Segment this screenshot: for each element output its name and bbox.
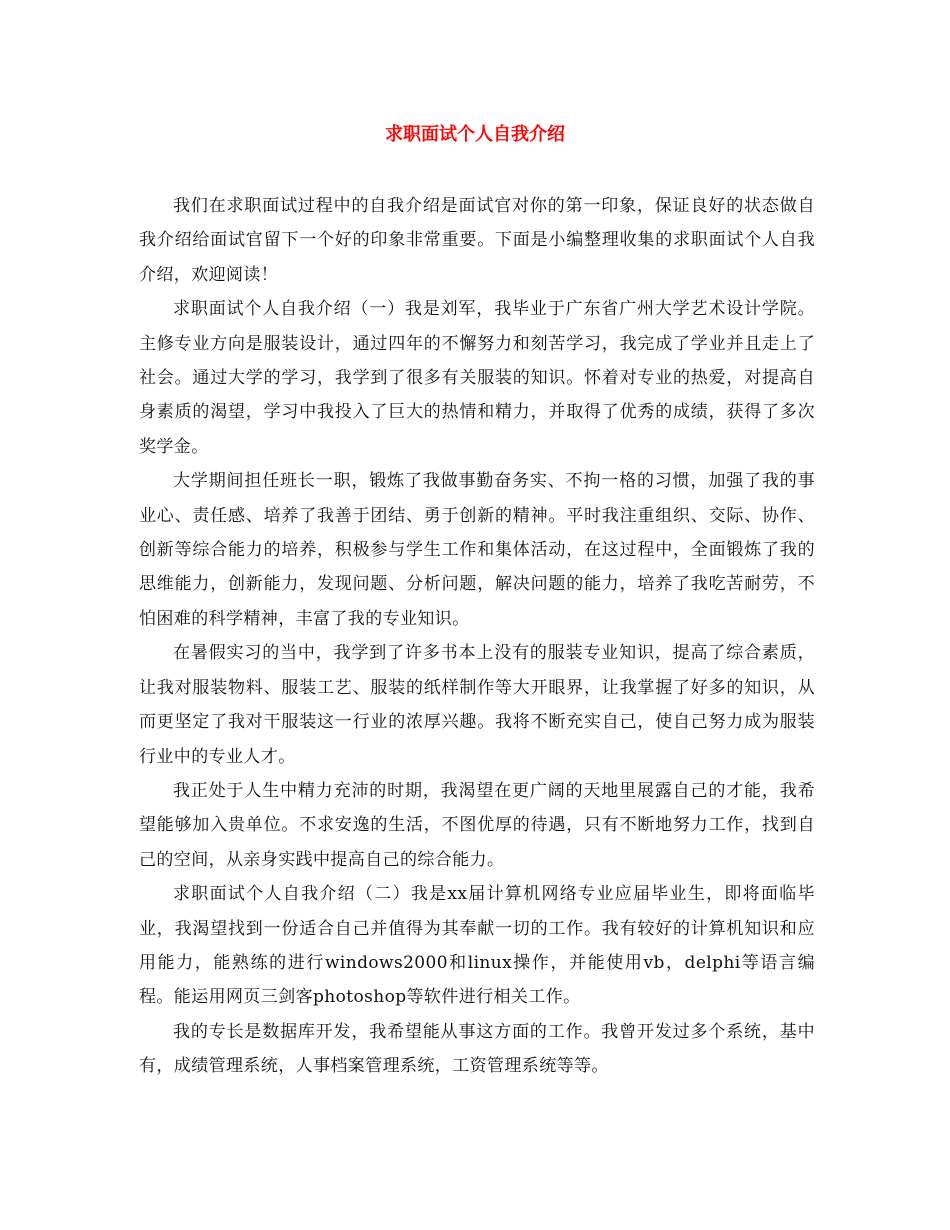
paragraph-intro-one: 求职面试个人自我介绍（一）我是刘军，我毕业于广东省广州大学艺术设计学院。主修专业方向是服装设计，通过四年的不懈努力和刻苦学习，我完成了学业并且走上了社会。通过大学的学习，我学到了很多有关服装的知识。怀着对专业的热爱，对提高自身素质的渴望，学习中我投入了巨大的热情和精力，并取得了优秀的成绩，获得了多次奖学金。 bbox=[139, 299, 815, 457]
paragraph-aspiration: 我正处于人生中精力充沛的时期，我渴望在更广阔的天地里展露自己的才能，我希望能够加入贵单位。不求安逸的生活，不图优厚的待遇，只有不断地努力工作，找到自己的空间，从亲身实践中提高自己的综合能力。 bbox=[139, 780, 815, 870]
paragraph-specialty: 我的专长是数据库开发，我希望能从事这方面的工作。我曾开发过多个系统，基中有，成绩管理系统，人事档案管理系统，工资管理系统等等。 bbox=[139, 1021, 815, 1077]
paragraph-intro: 我们在求职面试过程中的自我介绍是面试官对你的第一印象，保证良好的状态做自我介绍给面试官留下一个好的印象非常重要。下面是小编整理收集的求职面试个人自我介绍，欢迎阅读！ bbox=[139, 196, 815, 285]
document-body bbox=[139, 189, 815, 1084]
paragraph-internship: 在暑假实习的当中，我学到了许多书本上没有的服装专业知识，提高了综合素质，让我对服装物料、服装工艺、服装的纸样制作等大开眼界，让我掌握了好多的知识，从而更坚定了我对干服装这一行业的浓厚兴趣。我将不断充实自己，使自己努力成为服装行业中的专业人才。 bbox=[139, 643, 815, 767]
paragraph-intro-two: 求职面试个人自我介绍（二）我是xx届计算机网络专业应届毕业生，即将面临毕业，我渴望找到一份适合自己并值得为其奉献一切的工作。我有较好的计算机知识和应用能力，能熟练的进行windows2000和linux操作，并能使用vb，delphi等语言编程。能运用网页三剑客photoshop等软件进行相关工作。 bbox=[139, 884, 815, 1008]
paragraph-class-monitor: 大学期间担任班长一职，锻炼了我做事勤奋务实、不拘一格的习惯，加强了我的事业心、责任感、培养了我善于团结、勇于创新的精神。平时我注重组织、交际、协作、创新等综合能力的培养，积极参与学生工作和集体活动，在这过程中，全面锻炼了我的思维能力，创新能力，发现问题、分析问题，解决问题的能力，培养了我吃苦耐劳，不怕困难的科学精神，丰富了我的专业知识。 bbox=[139, 471, 815, 629]
document-title: 求职面试个人自我介绍 bbox=[385, 124, 565, 145]
